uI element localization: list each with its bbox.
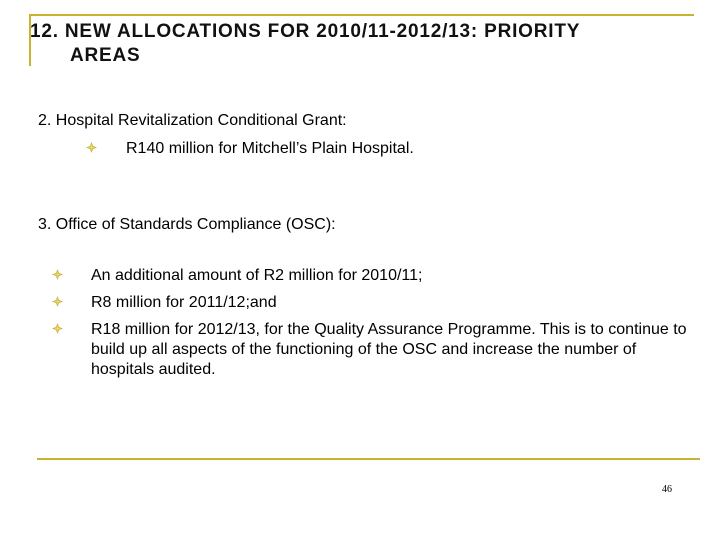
bullet-text: R140 million for Mitchell’s Plain Hospital. [126,140,414,157]
bullet-text: R18 million for 2012/13, for the Quality Assurance Programme. This is to continue to build up all aspects of the functioning of the OSC and increase the number of hospitals audited. [91,321,687,378]
slide-title [30,20,700,68]
list-item [86,139,686,159]
page-number: 46 [662,484,672,495]
diamond-bullet-icon [52,323,63,334]
bullet-text: R8 million for 2011/12;and [91,294,277,311]
slide-title-line-1: 12. NEW ALLOCATIONS FOR 2010/11-2012/13: PRIORITY [30,21,581,42]
section-2-heading: 2. Hospital Revitalization Conditional Grant: [38,112,347,129]
bullet-text: An additional amount of R2 million for 2010/11; [91,267,423,284]
diamond-bullet-icon [52,269,63,280]
footer-accent-rule [37,458,700,460]
top-accent-rule [29,14,694,16]
list-item [52,293,692,313]
slide-title-line-2: AREAS [70,45,141,66]
list-item [52,266,692,286]
section-3-heading: 3. Office of Standards Compliance (OSC): [38,216,336,233]
diamond-bullet-icon [86,142,97,153]
diamond-bullet-icon [52,296,63,307]
list-item [52,320,692,382]
